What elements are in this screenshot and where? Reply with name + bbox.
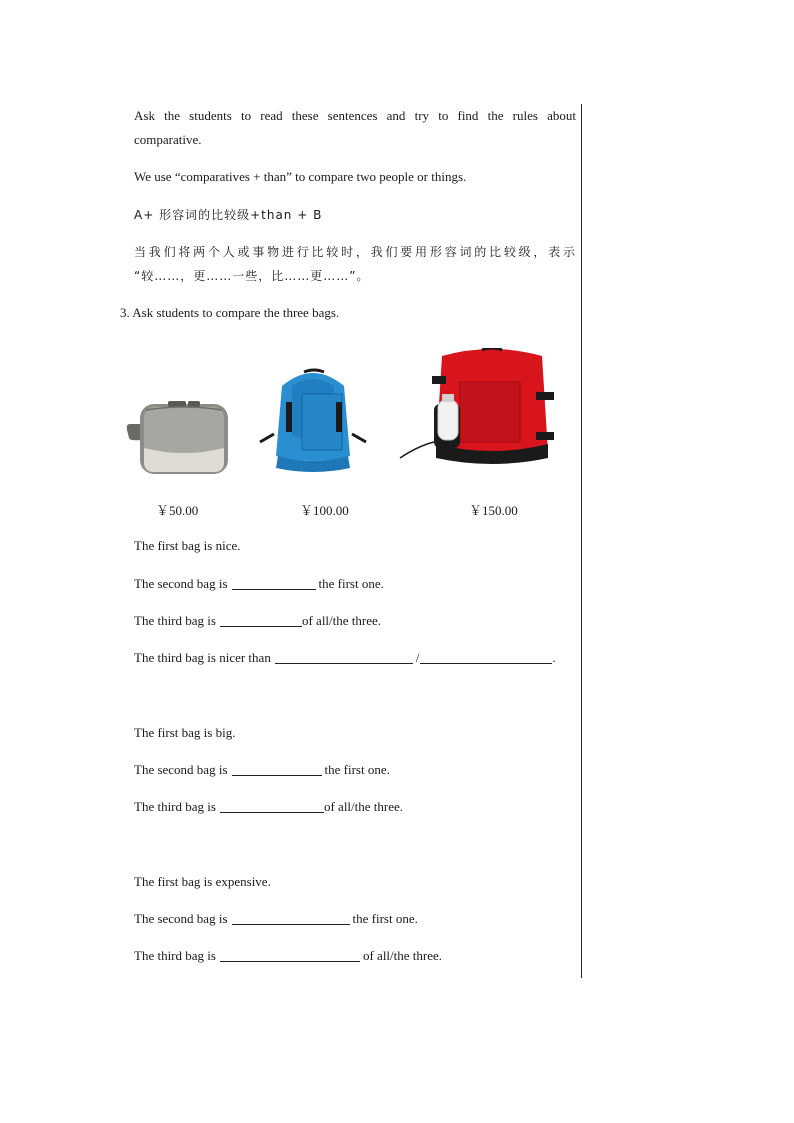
price-bag-3: ￥150.00 bbox=[469, 503, 518, 518]
big-sentence-1: The first bag is big. bbox=[134, 725, 236, 740]
answer-blank[interactable] bbox=[220, 613, 302, 627]
formula: A+ 形容词的比较级+than + B bbox=[134, 208, 323, 222]
nice-sentence-3-start: The third bag is bbox=[134, 613, 216, 628]
nice-sentence-1: The first bag is nice. bbox=[134, 538, 241, 553]
big-sentence-3-start: The third bag is bbox=[134, 799, 216, 814]
nice-sentence-4 bbox=[134, 646, 556, 670]
expensive-sentence-2-end: the first one. bbox=[352, 911, 418, 926]
intro-line-2: comparative. bbox=[134, 132, 202, 147]
answer-blank[interactable] bbox=[232, 762, 322, 776]
nice-sentence-4-separator: / bbox=[415, 650, 420, 665]
nice-sentence-4-start: The third bag is nicer than bbox=[134, 650, 271, 665]
blue-backpack-icon bbox=[256, 368, 370, 476]
big-sentence-3 bbox=[134, 795, 403, 819]
answer-blank[interactable] bbox=[232, 911, 350, 925]
nice-sentence-4-end: . bbox=[552, 650, 556, 665]
red-backpack-icon bbox=[398, 348, 558, 470]
chinese-explanation-2: “较……，更……一些，比……更……”。 bbox=[134, 269, 370, 283]
expensive-sentence-2 bbox=[134, 907, 418, 931]
nice-sentence-3-end: of all/the three. bbox=[301, 613, 382, 628]
nice-sentence-2-start: The second bag is bbox=[134, 576, 228, 591]
answer-blank[interactable] bbox=[220, 948, 360, 962]
expensive-sentence-3-start: The third bag is bbox=[134, 948, 216, 963]
big-sentence-2-end: the first one. bbox=[324, 762, 390, 777]
nice-sentence-3 bbox=[134, 609, 381, 633]
step-3-heading: 3. Ask students to compare the three bags. bbox=[120, 305, 340, 320]
answer-blank[interactable] bbox=[232, 576, 316, 590]
expensive-sentence-1: The first bag is expensive. bbox=[134, 874, 271, 889]
intro-line-1: Ask the students to read these sentences and try to find the rules about bbox=[134, 108, 576, 123]
table-border-line bbox=[581, 104, 582, 978]
price-bag-1: ￥50.00 bbox=[156, 503, 199, 518]
big-sentence-2-start: The second bag is bbox=[134, 762, 228, 777]
big-sentence-3-end: of all/the three. bbox=[323, 799, 404, 814]
answer-blank[interactable] bbox=[420, 650, 552, 664]
nice-sentence-2-end: the first one. bbox=[318, 576, 384, 591]
price-bag-2: ￥100.00 bbox=[300, 503, 349, 518]
big-sentence-2 bbox=[134, 758, 390, 782]
answer-blank[interactable] bbox=[275, 650, 413, 664]
nice-sentence-2 bbox=[134, 572, 384, 596]
rule-sentence: We use “comparatives + than” to compare two people or things. bbox=[134, 169, 467, 184]
answer-blank[interactable] bbox=[220, 799, 324, 813]
grey-toiletry-bag-icon bbox=[124, 398, 230, 478]
expensive-sentence-3-end: of all/the three. bbox=[362, 948, 443, 963]
expensive-sentence-2-start: The second bag is bbox=[134, 911, 228, 926]
expensive-sentence-3 bbox=[134, 944, 442, 968]
chinese-explanation-1: 当我们将两个人或事物进行比较时，我们要用形容词的比较级，表示 bbox=[134, 245, 576, 259]
